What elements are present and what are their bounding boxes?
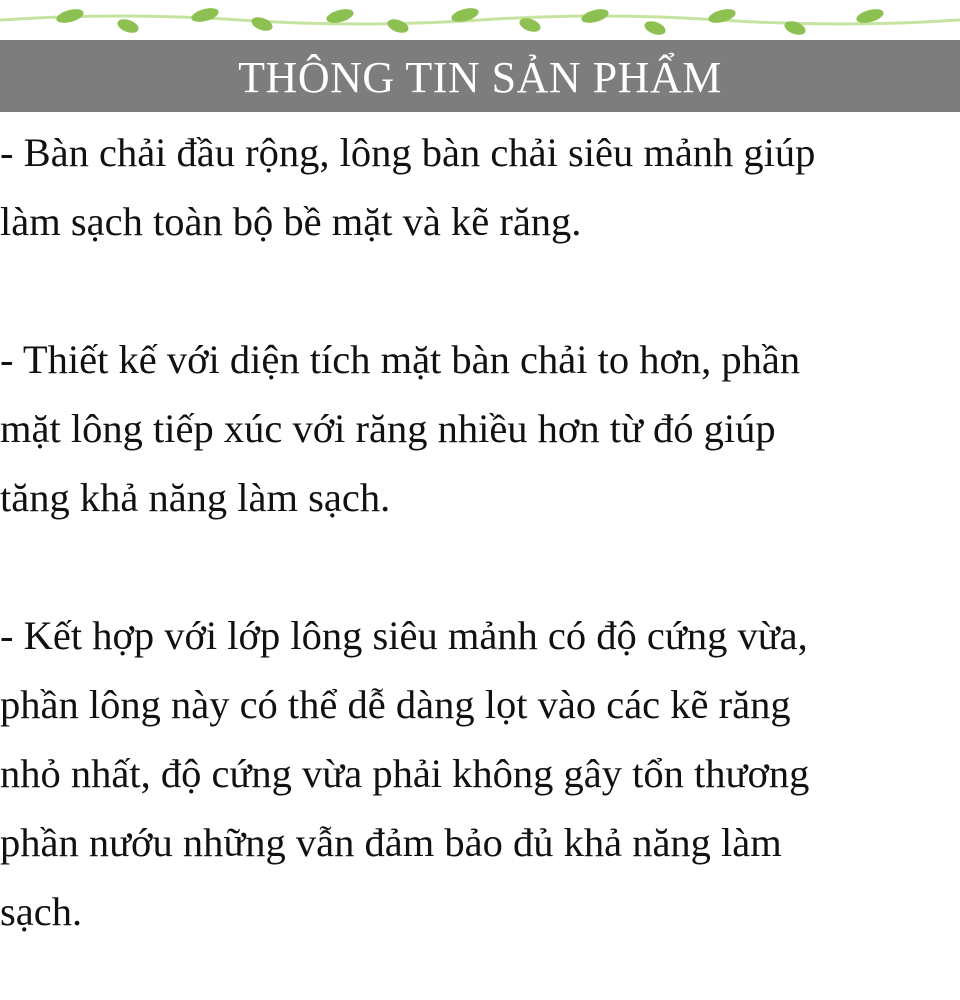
paragraph-line: tăng khả năng làm sạch. [0, 475, 391, 520]
paragraph-spacer [0, 532, 950, 601]
section-title: THÔNG TIN SẢN PHẨM [238, 53, 722, 102]
paragraph-line: - Thiết kế với diện tích mặt bàn chải to hơn, phần [0, 337, 801, 382]
product-info-content [0, 118, 950, 946]
paragraph-line: - Kết hợp với lớp lông siêu mảnh có độ cứng vừa, [0, 613, 808, 658]
paragraph-line: nhỏ nhất, độ cứng vừa phải không gây tổn thương [0, 751, 810, 796]
paragraph-line: - Bàn chải đầu rộng, lông bàn chải siêu mảnh giúp [0, 130, 816, 175]
paragraph-line: phần lông này có thể dễ dàng lọt vào các kẽ răng [0, 682, 791, 727]
paragraph-line: sạch. [0, 889, 83, 934]
paragraph-line: mặt lông tiếp xúc với răng nhiều hơn từ đó giúp [0, 406, 776, 451]
info-paragraph [0, 325, 950, 532]
section-header-banner [0, 40, 960, 112]
info-paragraph [0, 118, 950, 256]
paragraph-line: phần nướu những vẫn đảm bảo đủ khả năng làm [0, 820, 782, 865]
info-paragraph [0, 601, 950, 946]
vine-leaves-icon [0, 0, 960, 42]
paragraph-spacer [0, 256, 950, 325]
paragraph-line: làm sạch toàn bộ bề mặt và kẽ răng. [0, 199, 582, 244]
